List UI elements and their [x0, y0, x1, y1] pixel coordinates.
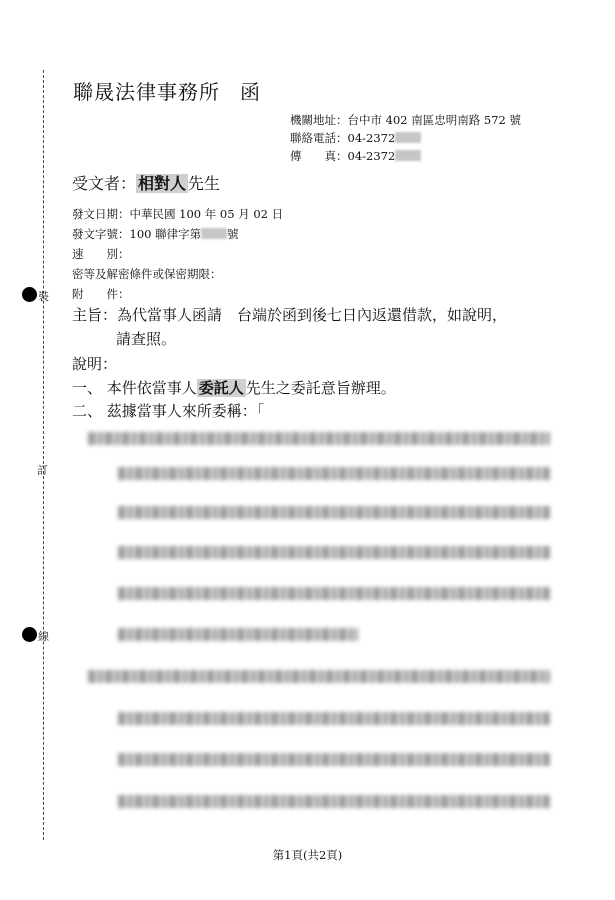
redacted-text-line [118, 753, 550, 766]
reference-prefix: 發文字號：100 聯律字第 [72, 227, 202, 241]
binding-hole-icon [22, 627, 37, 642]
redaction-mark [395, 132, 421, 143]
reference-number [72, 226, 239, 242]
binding-label-ding: 訂 [37, 464, 48, 477]
issue-date: 發文日期：中華民國 100 年 05 月 02 日 [72, 207, 284, 221]
speed-field: 速 別： [72, 247, 130, 261]
recipient-prefix: 受文者： [72, 174, 137, 193]
item1-prefix: 一、 本件依當事人 [72, 379, 197, 397]
redaction-mark [201, 228, 227, 239]
explanation-item-2: 二、 茲據當事人來所委稱：「 [72, 402, 265, 420]
item1-suffix: 先生之委託意旨辦理。 [245, 379, 396, 397]
recipient-name: 相對人 [138, 174, 187, 193]
contact-phone [290, 129, 421, 147]
binding-label-xian: 線 [38, 630, 49, 643]
phone-text: 聯絡電話：04-2372 [290, 131, 396, 145]
contact-fax [290, 147, 421, 165]
explanation-heading: 說明： [72, 355, 118, 373]
redacted-text-line [88, 670, 550, 683]
firm-name: 聯晟法律事務所 [73, 80, 220, 104]
secrecy-field: 密等及解密條件或保密期限： [72, 267, 222, 281]
doc-kind: 函 [240, 80, 261, 104]
attachment-field: 附 件： [72, 287, 130, 301]
redacted-text-line [118, 795, 550, 808]
client-name: 委託人 [198, 379, 244, 397]
subject-line-2: 請查照。 [116, 330, 177, 348]
redacted-text-line [118, 506, 550, 519]
recipient-suffix: 先生 [188, 174, 221, 193]
binding-hole-icon [22, 287, 37, 302]
reference-suffix: 號 [227, 227, 239, 241]
contact-address: 機關地址：台中市 402 南區忠明南路 572 號 [290, 113, 522, 127]
explanation-item-1 [72, 377, 396, 398]
fax-text: 傳 真：04-2372 [290, 149, 396, 163]
redacted-text-line [118, 467, 550, 480]
subject-block [72, 303, 552, 351]
redacted-text-line [118, 546, 550, 559]
page-number: 第1頁(共2頁) [272, 848, 343, 862]
redacted-text-line [118, 587, 550, 600]
redacted-text-line [118, 712, 550, 725]
subject-line-1: 主旨：為代當事人函請 台端於函到後七日內返還借款，如說明， [72, 306, 508, 324]
redacted-text-line [118, 628, 358, 641]
redaction-mark [395, 150, 421, 161]
binding-dashed-line [43, 70, 44, 840]
recipient-line [72, 171, 220, 194]
letterhead-title [73, 76, 261, 105]
redacted-text-line [88, 432, 550, 445]
binding-label-zhuang: 裝 [38, 290, 49, 303]
